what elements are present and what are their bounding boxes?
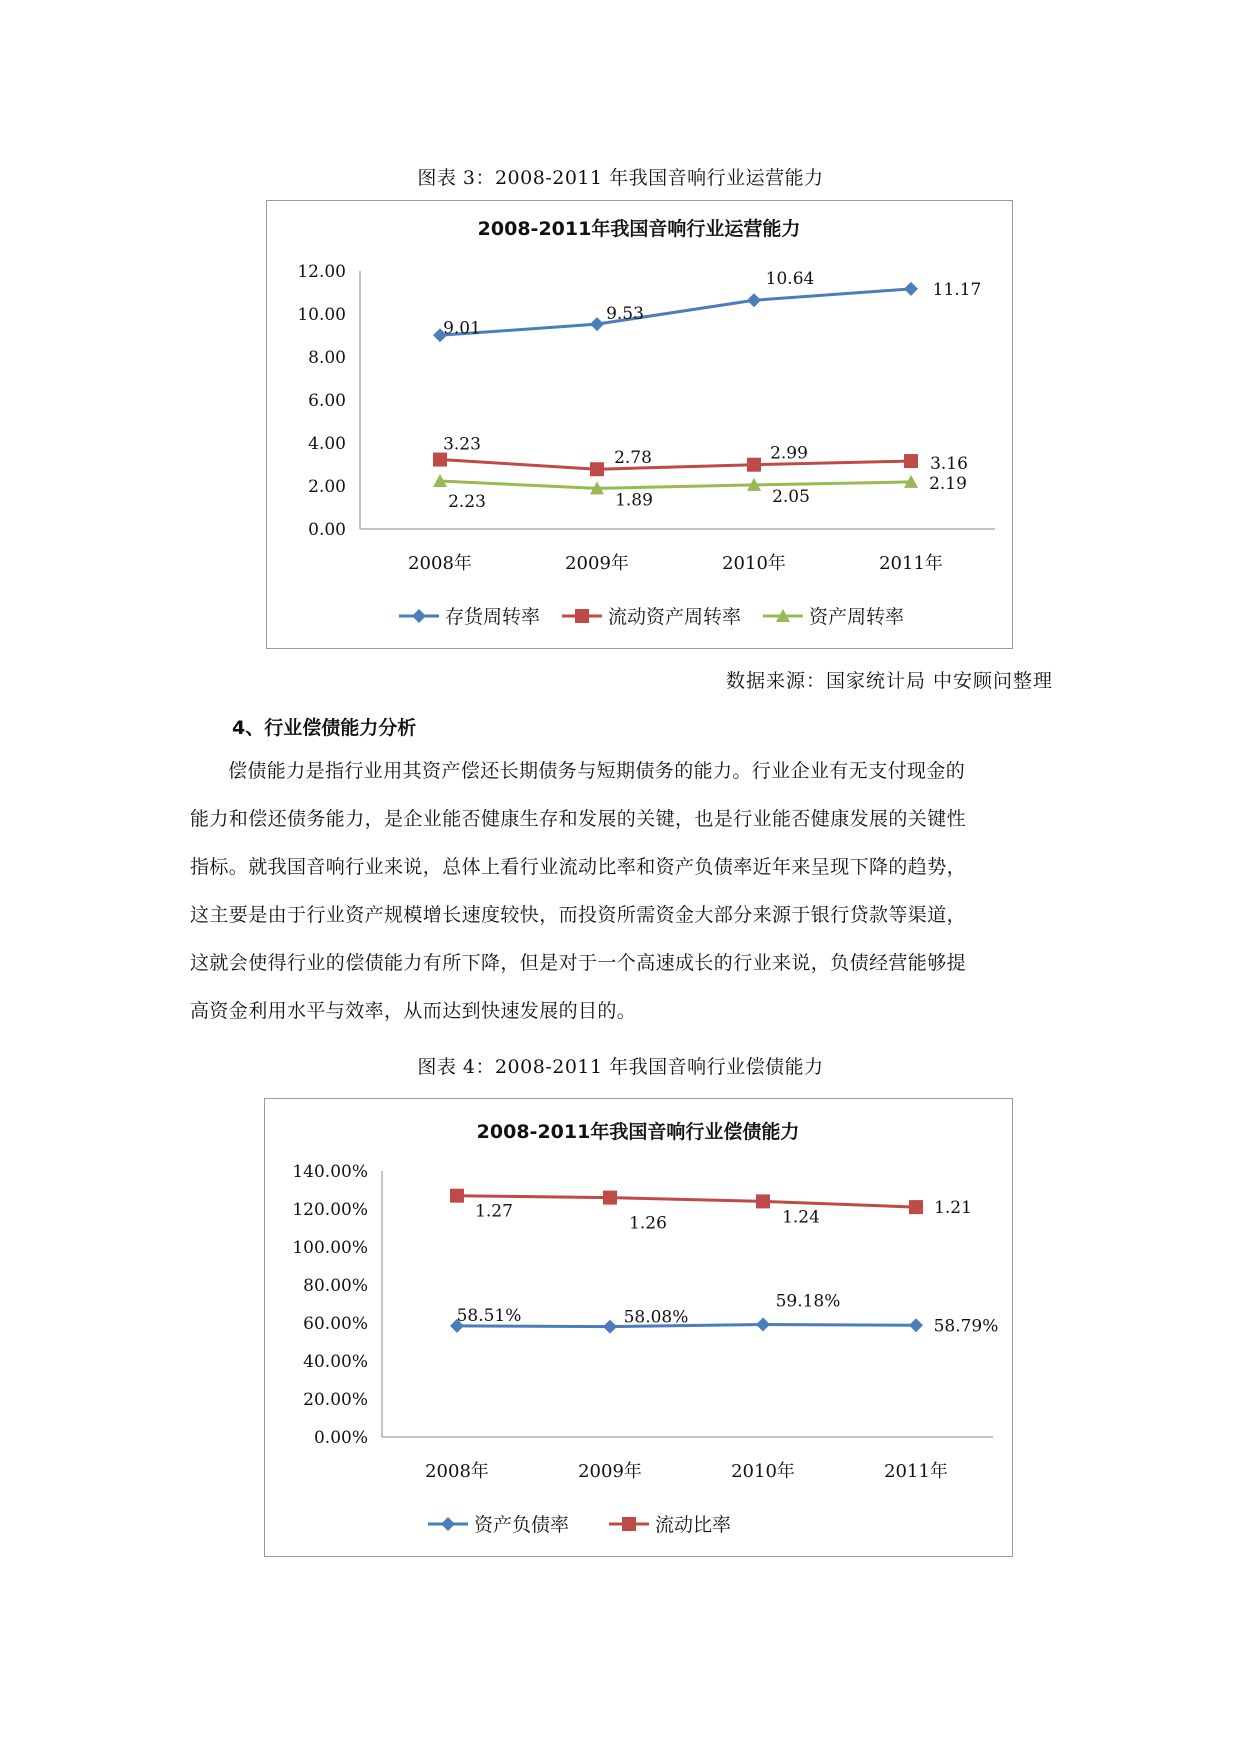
legend-label: 资产周转率	[809, 606, 905, 628]
data-label: 2.19	[929, 473, 967, 494]
data-label: 9.53	[606, 304, 644, 325]
chart-title: 2008-2011年我国音响行业偿债能力	[476, 1121, 800, 1143]
data-point	[909, 1318, 923, 1332]
legend-label: 存货周转率	[445, 606, 541, 628]
series-line	[457, 1196, 916, 1207]
data-point	[433, 453, 447, 467]
data-point	[747, 458, 761, 472]
y-tick-label: 20.00%	[303, 1390, 368, 1410]
x-tick-label: 2010年	[731, 1461, 795, 1482]
data-point	[747, 293, 761, 307]
y-tick-label: 120.00%	[292, 1200, 368, 1220]
data-point	[590, 462, 604, 476]
y-tick-label: 4.00	[308, 434, 346, 454]
data-label: 1.21	[934, 1198, 972, 1219]
data-point	[603, 1191, 617, 1205]
data-label: 3.23	[443, 434, 481, 455]
chart-title: 2008-2011年我国音响行业运营能力	[477, 218, 801, 240]
legend-label: 流动比率	[655, 1514, 732, 1536]
data-label: 2.23	[448, 492, 486, 513]
data-point	[756, 1194, 770, 1208]
data-label: 2.99	[770, 443, 808, 464]
data-point	[450, 1189, 464, 1203]
data-label: 58.08%	[623, 1307, 689, 1328]
y-tick-label: 8.00	[308, 348, 346, 368]
data-label: 9.01	[443, 318, 481, 339]
section-heading: 4、行业偿债能力分析	[232, 717, 417, 739]
legend-label: 流动资产周转率	[608, 606, 742, 628]
y-tick-label: 12.00	[297, 262, 346, 282]
y-tick-label: 60.00%	[303, 1314, 368, 1334]
y-tick-label: 2.00	[308, 477, 346, 497]
series-1	[433, 269, 981, 342]
data-point	[909, 1200, 923, 1214]
chart-solvency	[264, 1098, 1013, 1557]
data-label: 11.17	[932, 279, 982, 300]
paragraph-line: 这就会使得行业的偿债能力有所下降，但是对于一个高速成长的行业来说，负债经营能够提	[190, 952, 967, 974]
y-tick-label: 0.00%	[313, 1428, 368, 1448]
data-label: 3.16	[930, 454, 968, 475]
x-tick-label: 2008年	[425, 1461, 489, 1482]
y-tick-label: 10.00	[297, 305, 346, 325]
legend-label: 资产负债率	[474, 1514, 570, 1536]
data-label: 1.24	[782, 1207, 820, 1228]
y-tick-label: 80.00%	[303, 1276, 368, 1296]
series-3	[433, 474, 967, 512]
y-tick-label: 140.00%	[292, 1162, 368, 1182]
x-tick-label: 2009年	[565, 553, 629, 574]
legend-marker	[412, 609, 426, 623]
data-point	[904, 454, 918, 468]
legend-item	[399, 606, 540, 628]
data-point	[904, 282, 918, 296]
data-label: 58.79%	[933, 1316, 999, 1337]
data-label: 1.26	[629, 1213, 667, 1234]
paragraph-line: 偿债能力是指行业用其资产偿还长期债务与短期债务的能力。行业企业有无支付现金的	[228, 760, 966, 782]
series-2	[450, 1189, 972, 1234]
x-tick-label: 2009年	[578, 1461, 642, 1482]
figure4-caption: 图表 4：2008-2011 年我国音响行业偿债能力	[417, 1056, 824, 1078]
legend-item	[609, 1514, 731, 1536]
series-1	[450, 1292, 998, 1337]
y-tick-label: 0.00	[308, 520, 346, 540]
series-line	[440, 289, 911, 335]
data-label: 59.18%	[775, 1291, 841, 1312]
x-tick-label: 2011年	[884, 1461, 948, 1482]
y-tick-label: 40.00%	[303, 1352, 368, 1372]
legend-item	[562, 606, 741, 628]
chart-operating-capacity-svg	[267, 201, 1012, 648]
figure3-caption: 图表 3：2008-2011 年我国音响行业运营能力	[417, 167, 824, 189]
data-point	[590, 317, 604, 331]
data-point	[756, 1318, 770, 1332]
x-tick-label: 2008年	[408, 553, 472, 574]
series-2	[433, 435, 968, 477]
data-label: 2.78	[614, 448, 652, 469]
section-paragraph	[190, 747, 1056, 1035]
legend-item	[428, 1514, 569, 1536]
x-tick-label: 2011年	[879, 553, 943, 574]
legend-marker	[575, 609, 589, 623]
data-label: 2.05	[772, 486, 810, 507]
data-point	[603, 1320, 617, 1334]
paragraph-line: 高资金利用水平与效率，从而达到快速发展的目的。	[190, 1000, 637, 1022]
data-label: 10.64	[765, 269, 815, 290]
paragraph-line: 这主要是由于行业资产规模增长速度较快，而投资所需资金大部分来源于银行贷款等渠道，	[190, 904, 967, 926]
chart-solvency-svg	[265, 1099, 1012, 1556]
paragraph-line: 能力和偿还债务能力，是企业能否健康生存和发展的关键，也是行业能否健康发展的关键性	[190, 808, 967, 830]
y-tick-label: 6.00	[308, 391, 346, 411]
x-tick-label: 2010年	[722, 553, 786, 574]
chart-operating-capacity	[266, 200, 1013, 649]
paragraph-line: 指标。就我国音响行业来说，总体上看行业流动比率和资产负债率近年来呈现下降的趋势，	[190, 856, 967, 878]
legend-marker	[441, 1517, 455, 1531]
data-label: 1.27	[475, 1201, 513, 1222]
legend-item	[763, 606, 904, 628]
data-label: 58.51%	[456, 1305, 522, 1326]
series-line	[440, 460, 911, 470]
legend-marker	[622, 1517, 636, 1531]
series-line	[440, 481, 911, 488]
y-tick-label: 100.00%	[292, 1238, 368, 1258]
data-label: 1.89	[615, 490, 653, 511]
data-source-note: 数据来源：国家统计局 中安顾问整理	[725, 670, 1053, 692]
